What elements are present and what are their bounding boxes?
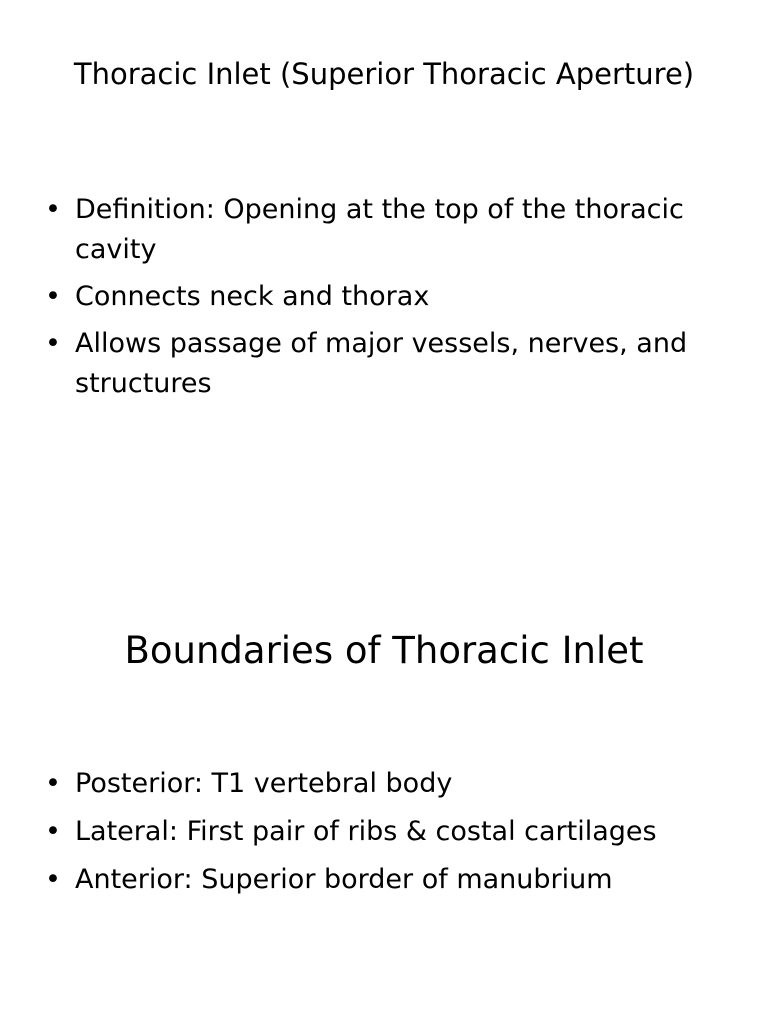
bullet-dot-icon: •	[45, 194, 61, 225]
bullet-list	[45, 190, 725, 411]
bullet-dot-icon: •	[45, 281, 61, 312]
bullet-text: Lateral: First pair of ribs & costal cartilages	[75, 816, 657, 847]
slide-2	[0, 512, 768, 1024]
bullet-item-definition	[45, 190, 725, 270]
bullet-item-connects	[45, 277, 725, 317]
bullet-text: Definition: Opening at the top of the thoracic cavity	[75, 194, 684, 265]
bullet-dot-icon: •	[45, 328, 61, 359]
bullet-text: Posterior: T1 vertebral body	[75, 768, 453, 799]
slide-title: Boundaries of Thoracic Inlet	[124, 629, 644, 672]
bullet-dot-icon: •	[45, 864, 61, 895]
bullet-item-posterior	[45, 764, 725, 804]
bullet-text: Anterior: Superior border of manubrium	[75, 864, 613, 895]
bullet-item-passage	[45, 324, 725, 404]
bullet-list	[45, 764, 725, 908]
slide-title: Thoracic Inlet (Superior Thoracic Aperture)	[73, 57, 695, 91]
bullet-dot-icon: •	[45, 768, 61, 799]
bullet-text: Allows passage of major vessels, nerves, and structures	[75, 328, 688, 399]
bullet-item-anterior	[45, 860, 725, 900]
bullet-item-lateral	[45, 812, 725, 852]
bullet-dot-icon: •	[45, 816, 61, 847]
bullet-text: Connects neck and thorax	[75, 281, 430, 312]
